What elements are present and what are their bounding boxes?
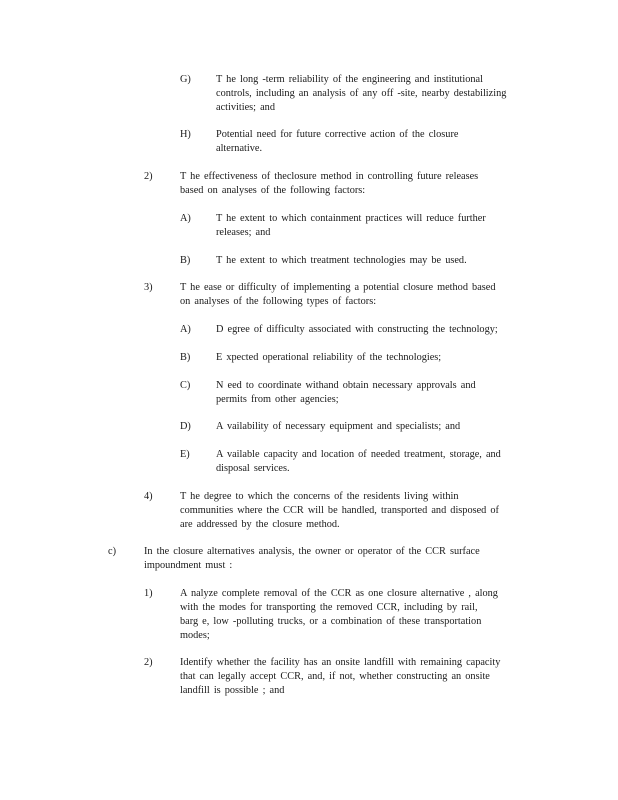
item-marker: 2): [144, 657, 153, 668]
item-text: [216, 379, 532, 407]
text-line: based on analyses of the following factors:: [180, 185, 366, 196]
item-marker: A): [180, 213, 191, 224]
item-text: [180, 170, 532, 198]
text-line: on analyses of the following types of factors:: [180, 296, 377, 307]
text-line: Identify whether the facility has an onsite landfill with remaining capacity: [180, 657, 501, 668]
item-text: [216, 351, 532, 365]
text-line: D egree of difficulty associated with constructing the technology;: [216, 324, 498, 335]
item-marker: 1): [144, 588, 153, 599]
text-line: permits from other agencies;: [216, 394, 339, 405]
item-marker: 4): [144, 491, 153, 502]
item-marker: H): [180, 129, 191, 140]
text-line: T he effectiveness of theclosure method in controlling future releases: [180, 171, 479, 182]
text-line: releases; and: [216, 227, 271, 238]
item-marker: B): [180, 255, 191, 266]
text-line: T he extent to which containment practices will reduce further: [216, 213, 486, 224]
text-line: barg e, low -polluting trucks, or a combination of these transportation: [180, 616, 482, 627]
text-line: impoundment must :: [144, 560, 233, 571]
item-text: [216, 448, 532, 476]
item-marker: A): [180, 324, 191, 335]
text-line: Potential need for future corrective action of the closure: [216, 129, 459, 140]
text-line: modes;: [180, 630, 210, 641]
item-text: [180, 587, 532, 643]
text-line: communities where the CCR will be handled, transported and disposed of: [180, 505, 499, 516]
item-marker: B): [180, 352, 191, 363]
item-marker: 2): [144, 171, 153, 182]
text-line: are addressed by the closure method.: [180, 519, 340, 530]
item-marker: C): [180, 380, 191, 391]
text-line: N eed to coordinate withand obtain necessary approvals and: [216, 380, 476, 391]
item-text: [216, 128, 532, 156]
text-line: with the modes for transporting the removed CCR, including by rail,: [180, 602, 478, 613]
item-text: [216, 420, 532, 434]
item-marker: c): [108, 546, 116, 557]
text-line: alternative.: [216, 143, 263, 154]
item-text: [144, 545, 532, 573]
item-text: [180, 281, 532, 309]
text-line: T he extent to which treatment technologies may be used.: [216, 255, 467, 266]
item-marker: G): [180, 74, 191, 85]
text-line: A nalyze complete removal of the CCR as one closure alternative , along: [180, 588, 498, 599]
text-line: that can legally accept CCR, and, if not, whether constructing an onsite: [180, 671, 490, 682]
item-text: [216, 212, 532, 240]
item-text: [216, 73, 532, 115]
item-text: [216, 254, 532, 268]
text-line: controls, including an analysis of any off -site, nearby destabilizing: [216, 88, 507, 99]
item-marker: 3): [144, 282, 153, 293]
item-text: [180, 656, 532, 698]
text-line: disposal services.: [216, 463, 290, 474]
text-line: T he ease or difficulty of implementing a potential closure method based: [180, 282, 496, 293]
item-text: [216, 323, 532, 337]
text-line: E xpected operational reliability of the technologies;: [216, 352, 442, 363]
text-line: In the closure alternatives analysis, the owner or operator of the CCR surface: [144, 546, 480, 557]
text-line: landfill is possible ; and: [180, 685, 285, 696]
text-line: A vailability of necessary equipment and specialists; and: [216, 421, 461, 432]
text-line: T he degree to which the concerns of the residents living within: [180, 491, 459, 502]
text-line: activities; and: [216, 102, 275, 113]
item-text: [180, 490, 532, 532]
item-marker: E): [180, 449, 190, 460]
text-line: A vailable capacity and location of needed treatment, storage, and: [216, 449, 501, 460]
text-line: T he long -term reliability of the engineering and institutional: [216, 74, 483, 85]
item-marker: D): [180, 421, 191, 432]
